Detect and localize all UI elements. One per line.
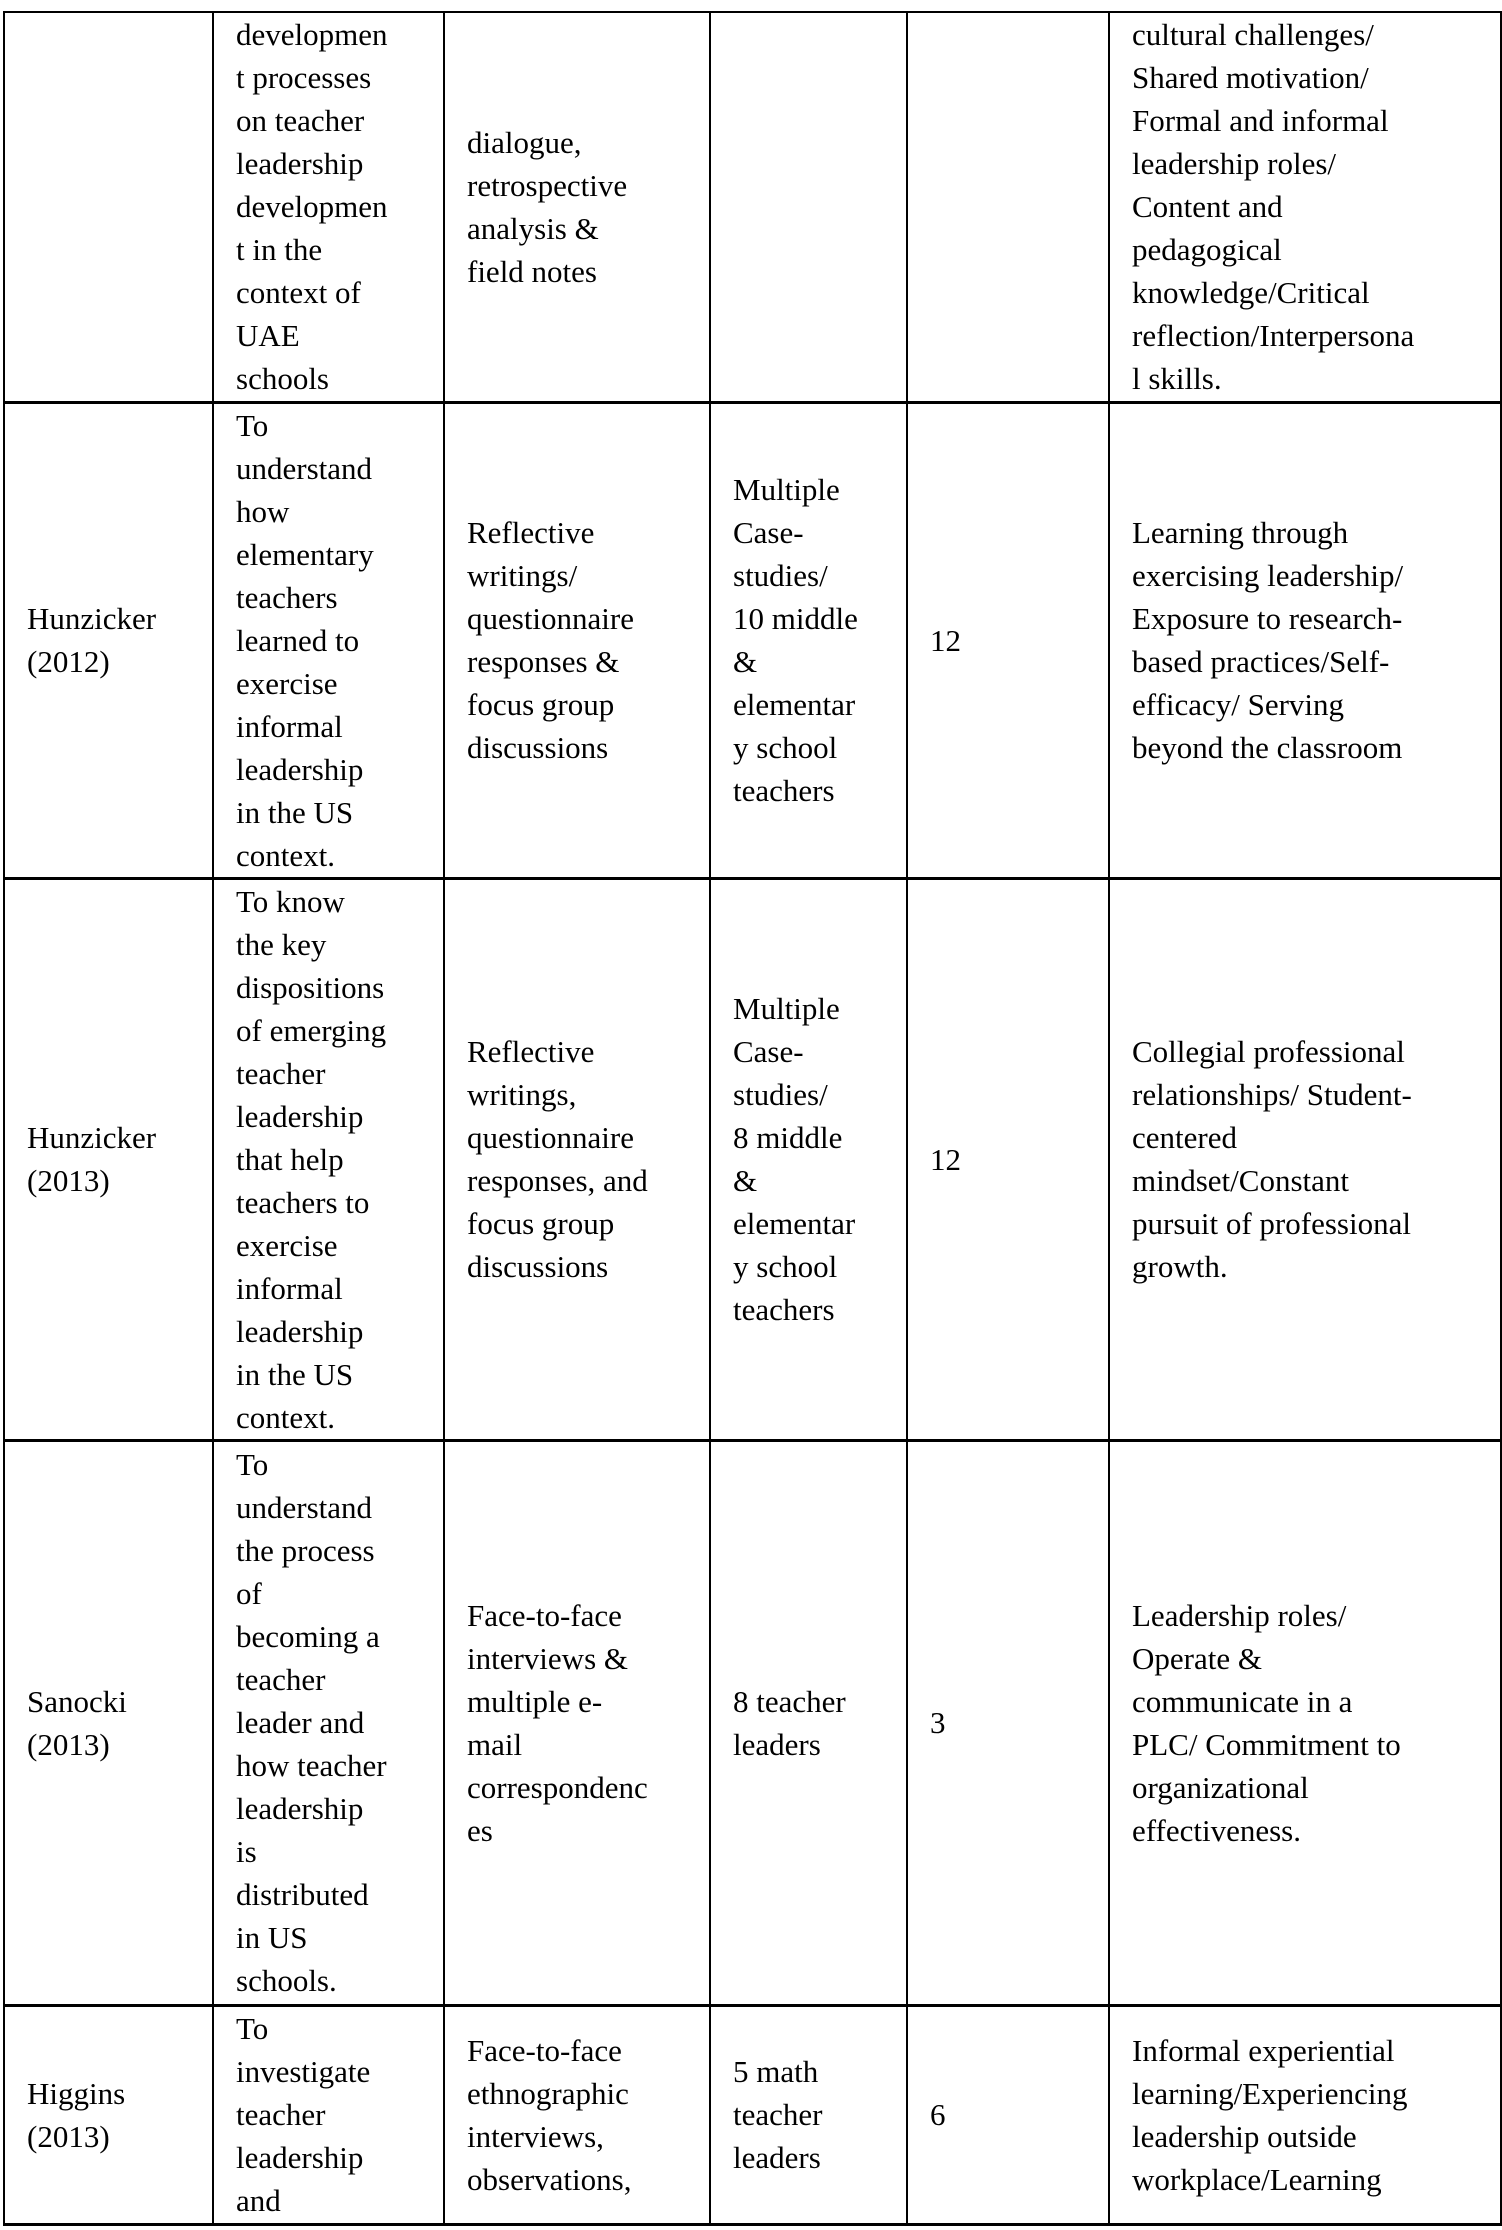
literature-review-table [3,11,1502,2226]
cell-line: analysis & [467,210,599,246]
cell-line: teachers [236,579,338,615]
cell-line: To know [236,883,345,919]
cell-line: Leadership roles/ [1132,1597,1347,1633]
table-row [4,1440,1501,2005]
cell-findings [1109,1440,1501,2005]
cell-line: that help [236,1141,344,1177]
cell-line: informal [236,1270,343,1306]
cell-line: context of [236,275,361,311]
table-row [4,402,1501,878]
cell-line: discussions [467,1249,609,1284]
cell-line: efficacy/ Serving [1132,687,1345,722]
cell-line: leadership [236,1098,364,1134]
cell-line: leaders [733,1726,821,1762]
cell-line: Exposure to research- [1132,601,1403,636]
cell-design-participants [710,878,907,1440]
cell-design-participants [710,12,907,402]
cell-duration [907,402,1109,878]
cell-line: learning/Experiencing [1132,2075,1408,2111]
cell-line: (2012) [27,644,110,679]
cell-line: Face-to-face [467,1597,622,1633]
cell-line: cultural challenges/ [1132,17,1374,53]
cell-data-collection [444,402,710,878]
cell-line: To [236,1447,269,1482]
cell-line: t in the [236,232,323,268]
cell-line: in the US [236,794,354,830]
cell-line: writings/ [467,558,578,593]
cell-line: Collegial professional [1132,1034,1405,1069]
cell-line: pursuit of professional [1132,1206,1411,1241]
cell-line: communicate in a [1132,1683,1353,1719]
cell-line: mail [467,1726,523,1762]
cell-line: 8 middle [733,1120,843,1155]
cell-line: discussions [467,730,609,765]
cell-line: investigate [236,2054,371,2089]
cell-line: Operate & [1132,1640,1262,1676]
table-row [4,12,1501,402]
cell-line: elementar [733,1206,856,1241]
cell-findings [1109,878,1501,1440]
cell-line: leadership [236,146,364,182]
cell-line: interviews & [467,1640,628,1676]
cell-line: questionnaire [467,1120,635,1155]
cell-findings [1109,2005,1501,2224]
cell-line: growth. [1132,1249,1228,1284]
cell-line: the process [236,1533,375,1568]
cell-line: leadership outside [1132,2118,1357,2154]
cell-line: exercising leadership/ [1132,558,1404,593]
cell-line: distributed [236,1877,369,1912]
cell-data-collection [444,878,710,1440]
cell-line: leadership roles/ [1132,146,1337,182]
cell-line: Case- [733,515,804,550]
cell-line: leader and [236,1705,365,1740]
cell-value: 6 [930,2097,946,2132]
cell-line: To [236,2011,269,2046]
cell-line: responses & [467,644,620,679]
cell-line: Hunzicker [27,1120,157,1155]
cell-line: on teacher [236,103,365,139]
cell-duration [907,1440,1109,2005]
cell-line: Formal and informal [1132,103,1389,139]
cell-line: (2013) [27,1163,110,1198]
cell-line: pedagogical [1132,232,1282,268]
cell-line: Higgins [27,2075,126,2111]
cell-findings [1109,402,1501,878]
cell-line: schools [236,361,329,397]
cell-duration [907,12,1109,402]
cell-line: the key [236,926,327,962]
cell-line: & [733,644,758,679]
cell-line: is [236,1834,257,1869]
cell-duration [907,2005,1109,2224]
cell-line: based practices/Self- [1132,644,1390,679]
cell-line: observations, [467,2161,632,2197]
cell-line: Case- [733,1034,804,1069]
cell-objective [213,878,444,1440]
table-row [4,2005,1501,2224]
cell-line: Multiple [733,472,840,507]
cell-line: Reflective [467,515,595,550]
cell-line: reflection/Interpersona [1132,318,1415,354]
cell-line [27,164,198,207]
cell-line: t processes [236,60,372,96]
cell-line: elementary [236,536,374,572]
cell-line: field notes [467,253,597,289]
cell-line: dispositions [236,969,385,1005]
cell-line: 8 teacher [733,1683,846,1719]
cell-line: correspondenc [467,1769,648,1805]
cell-line: y school [733,730,838,765]
table-row [4,878,1501,1440]
cell-line: UAE [236,318,300,354]
cell-line: l skills. [1132,361,1222,397]
cell-line: beyond the classroom [1132,730,1403,765]
cell-objective [213,2005,444,2224]
cell-line: in the US [236,1356,354,1392]
cell-data-collection [444,12,710,402]
cell-line: y school [733,1249,838,1284]
cell-line: leadership [236,2140,364,2175]
cell-line: exercise [236,1227,338,1263]
cell-line: Learning through [1132,515,1349,550]
cell-value: 12 [930,1141,961,1177]
cell-line: Multiple [733,991,840,1026]
cell-line: (2013) [27,2118,110,2154]
cell-line: multiple e- [467,1683,603,1719]
cell-study [4,1440,213,2005]
cell-line: writings, [467,1077,577,1112]
cell-line: and [236,2183,281,2218]
cell-objective [213,12,444,402]
cell-line: centered [1132,1120,1237,1155]
cell-line: teachers [733,1292,835,1327]
cell-line: Hunzicker [27,601,157,636]
cell-line: context. [236,1399,335,1435]
cell-study [4,12,213,402]
cell-value [930,185,1094,228]
cell-design-participants [710,402,907,878]
cell-line: teachers to [236,1184,370,1220]
cell-line: Sanocki [27,1683,127,1719]
cell-line: ethnographic [467,2075,629,2111]
cell-line: studies/ [733,558,828,593]
cell-line: teacher [236,1055,326,1091]
cell-design-participants [710,1440,907,2005]
cell-line: of emerging [236,1012,387,1048]
cell-line: relationships/ Student- [1132,1077,1412,1112]
cell-line: focus group [467,687,615,722]
cell-line: elementar [733,687,856,722]
cell-data-collection [444,2005,710,2224]
cell-line: leadership [236,1313,364,1349]
cell-line: responses, and [467,1163,648,1198]
cell-line: dialogue, [467,124,582,160]
cell-line: informal [236,708,343,744]
cell-line: teachers [733,773,835,808]
cell-line: how [236,493,290,529]
cell-line: developmen [236,17,388,53]
cell-line [27,207,198,250]
cell-line: es [467,1812,493,1848]
cell-objective [213,402,444,878]
cell-line: teacher [236,2097,326,2132]
cell-line: becoming a [236,1619,380,1654]
cell-line: (2013) [27,1726,110,1762]
cell-line: leadership [236,1791,364,1826]
cell-line: in US [236,1920,308,1955]
cell-line: organizational [1132,1769,1309,1805]
cell-line: Face-to-face [467,2032,622,2068]
cell-line: understand [236,1490,373,1525]
cell-line: PLC/ Commitment to [1132,1726,1401,1762]
cell-value: 3 [930,1705,946,1740]
cell-line: of [236,1576,262,1611]
cell-line: 10 middle [733,601,858,636]
cell-value: 12 [930,622,961,658]
cell-line: context. [236,837,335,873]
cell-line: leadership [236,751,364,787]
cell-line: Shared motivation/ [1132,60,1369,96]
cell-design-participants [710,2005,907,2224]
cell-line: leaders [733,2140,821,2175]
cell-findings [1109,12,1501,402]
cell-line: workplace/Learning [1132,2161,1382,2197]
cell-line: Content and [1132,189,1283,225]
document-page [3,11,1500,2226]
cell-data-collection [444,1440,710,2005]
cell-study [4,402,213,878]
cell-line: studies/ [733,1077,828,1112]
cell-line: teacher [236,1662,326,1697]
cell-line: questionnaire [467,601,635,636]
cell-line: Informal experiential [1132,2032,1395,2068]
cell-line: retrospective [467,167,628,203]
cell-objective [213,1440,444,2005]
cell-line: effectiveness. [1132,1812,1301,1848]
cell-line: & [733,1163,758,1198]
cell-line: 5 math [733,2054,819,2089]
cell-line: teacher [733,2097,823,2132]
cell-line: knowledge/Critical [1132,275,1370,311]
cell-study [4,878,213,1440]
cell-line: mindset/Constant [1132,1163,1349,1198]
cell-study [4,2005,213,2224]
cell-line: how teacher [236,1748,387,1783]
cell-line: interviews, [467,2118,604,2154]
cell-line: To [236,407,269,443]
cell-line: understand [236,450,373,486]
cell-line: focus group [467,1206,615,1241]
cell-duration [907,878,1109,1440]
cell-line: learned to [236,622,360,658]
cell-line: Reflective [467,1034,595,1069]
cell-line: exercise [236,665,338,701]
cell-line: schools. [236,1963,337,1998]
cell-line: developmen [236,189,388,225]
